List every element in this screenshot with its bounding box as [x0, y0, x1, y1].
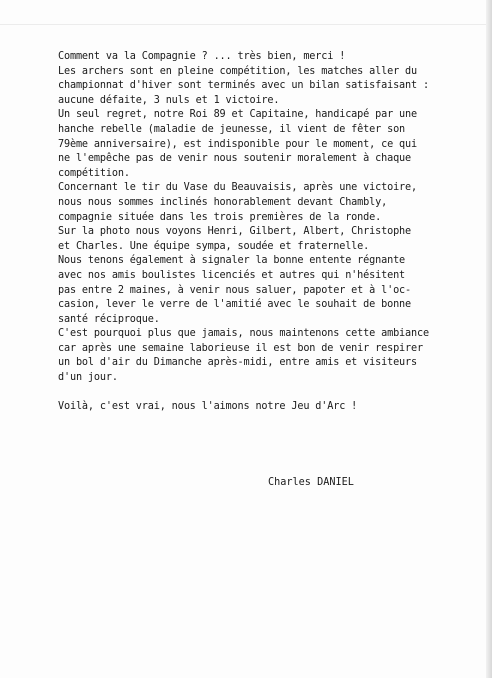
letter-line: ne l'empêche pas de venir nous soutenir moralement à chaque — [58, 153, 412, 165]
letter-line: Les archers sont en pleine compétition, les matches aller du — [58, 65, 418, 77]
letter-line: Comment va la Compagnie ? ... très bien, merci ! — [58, 51, 346, 62]
letter-line: un bol d'air du Dimanche après-midi, entre amis et visiteurs — [58, 357, 418, 369]
letter-line: Concernant le tir du Vase du Beauvaisis, après une victoire, — [58, 182, 418, 194]
letter-line: Nous tenons également à signaler la bonne entente régnante — [58, 255, 406, 267]
letter-line: aucune défaite, 3 nuls et 1 victoire. — [58, 94, 280, 106]
page-edge-shadow — [486, 0, 492, 678]
paragraph-gap — [58, 386, 478, 401]
letter-line: Sur la photo nous voyons Henri, Gilbert, Albert, Christophe — [58, 226, 412, 238]
letter-line: et Charles. Une équipe sympa, soudée et fraternelle. — [58, 240, 370, 252]
letter-line: 79ème anniversaire), est indisponible pour le moment, ce qui — [58, 138, 418, 150]
letter-line: casion, lever le verre de l'amitié avec le souhait de bonne — [58, 299, 412, 311]
letter-line: compétition. — [58, 167, 130, 179]
letter-line: pas entre 2 maines, à venir nous saluer, papoter et à l'oc- — [58, 284, 412, 296]
letter-line: d'un jour. — [58, 372, 118, 384]
letter-signature: Charles DANIEL — [268, 477, 354, 488]
letter-line: car après une semaine laborieuse il est bon de venir respirer — [58, 342, 423, 354]
letter-line: hanche rebelle (maladie de jeunesse, il vient de fêter son — [58, 123, 406, 135]
letter-line: avec nos amis boulistes licenciés et autres qui n'hésitent — [58, 269, 406, 281]
letter-closing: Voilà, c'est vrai, nous l'aimons notre Jeu d'Arc ! — [58, 401, 358, 413]
letter-line: Un seul regret, notre Roi 89 et Capitaine, handicapé par une — [58, 109, 418, 121]
page-fold-line — [0, 24, 492, 25]
letter-line: nous nous sommes inclinés honorablement devant Chambly, — [58, 196, 388, 208]
letter-line: santé réciproque. — [58, 313, 160, 325]
letter-line: championnat d'hiver sont terminés avec un bilan satisfaisant : — [58, 80, 429, 92]
letter-line: C'est pourquoi plus que jamais, nous maintenons cette ambiance — [58, 328, 429, 340]
letter-line: compagnie située dans les trois premières de la ronde. — [58, 211, 382, 223]
letter-body — [58, 50, 478, 415]
